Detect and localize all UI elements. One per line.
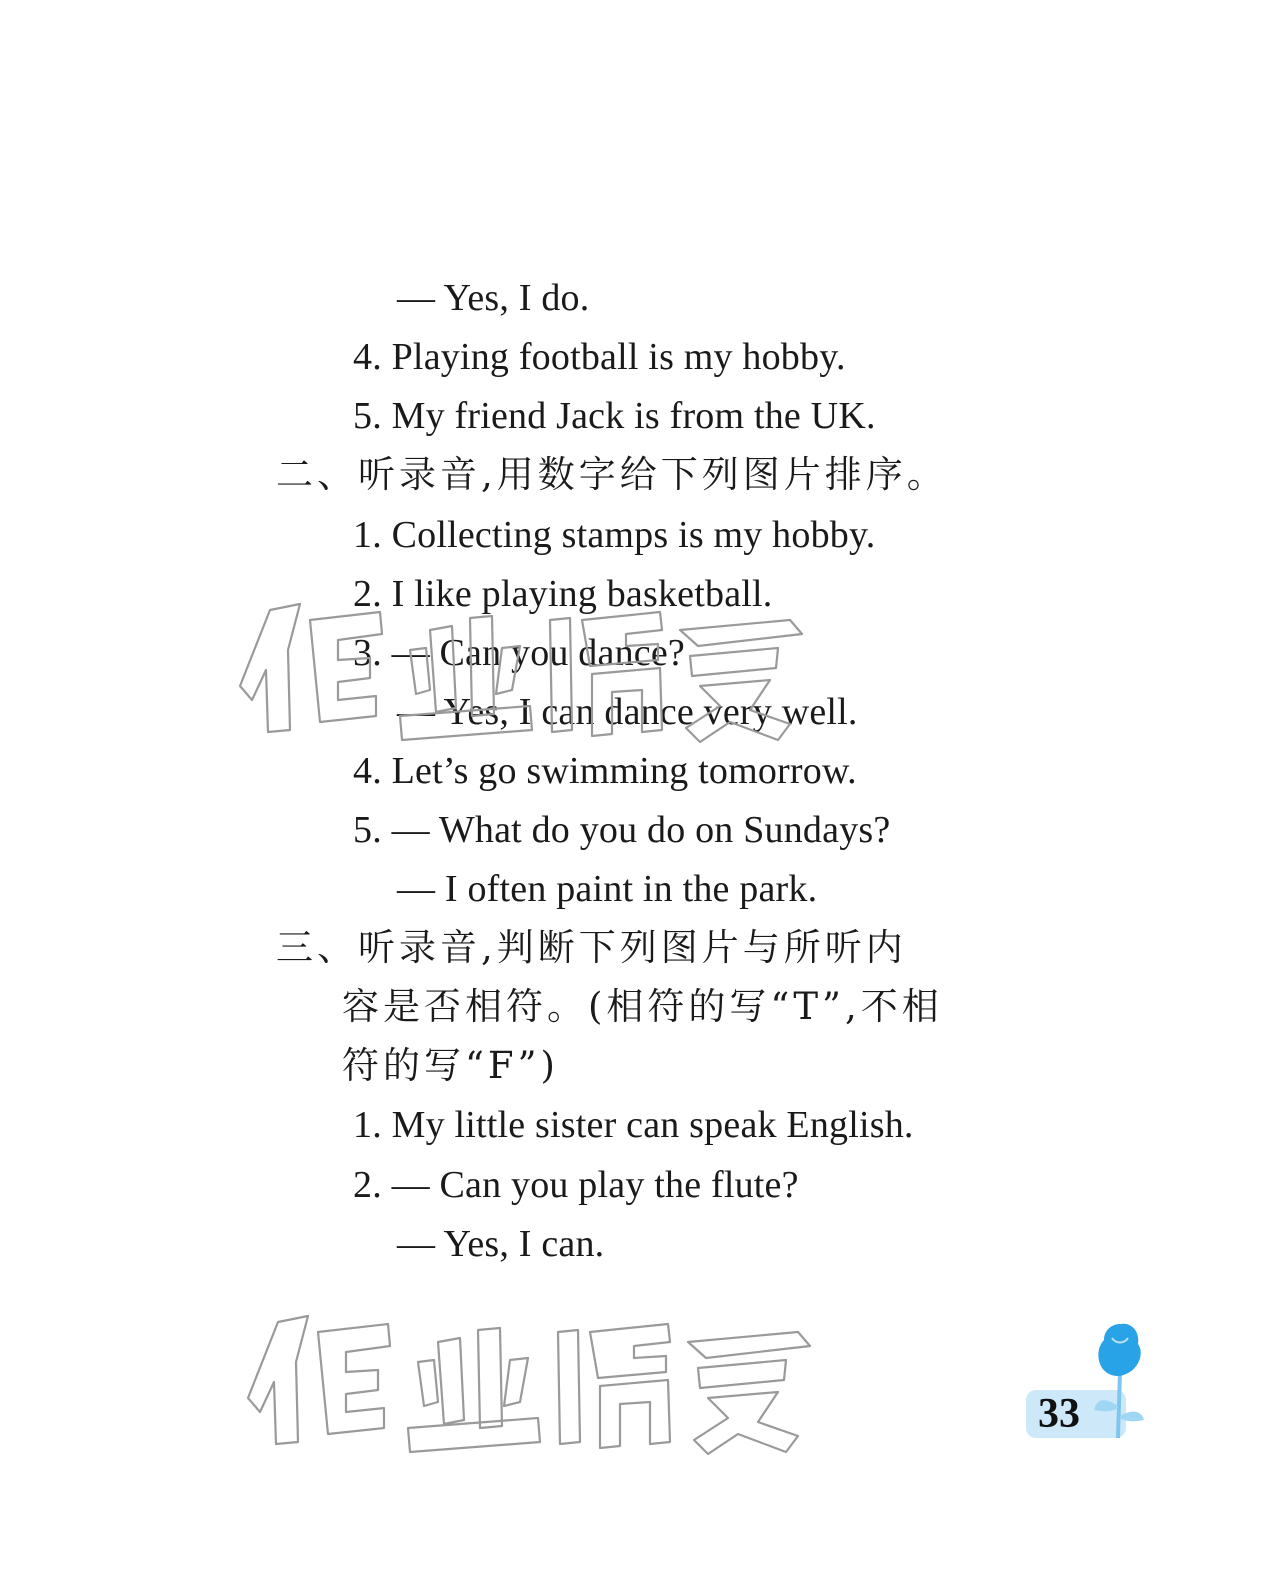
answer-line: 1. My little sister can speak English. bbox=[353, 1104, 914, 1146]
section-three-heading: 三、听录音,判断下列图片与所听内 bbox=[276, 926, 907, 969]
answer-line: 5. My friend Jack is from the UK. bbox=[353, 395, 876, 437]
answer-line: — Yes, I can. bbox=[397, 1223, 605, 1265]
answer-line: — I often paint in the park. bbox=[397, 868, 818, 910]
answer-line: 4. Let’s go swimming tomorrow. bbox=[353, 750, 857, 792]
answer-line: 2. I like playing basketball. bbox=[353, 573, 773, 615]
answer-line: — Yes, I do. bbox=[397, 277, 590, 319]
answer-line: 3. — Can you dance? bbox=[353, 632, 685, 674]
answer-line: 4. Playing football is my hobby. bbox=[353, 336, 846, 378]
section-three-heading: 容是否相符。(相符的写“T”,不相 bbox=[342, 985, 943, 1028]
watermark-logo bbox=[238, 1302, 818, 1462]
section-three-heading: 符的写“F”) bbox=[342, 1044, 559, 1087]
answer-line: 1. Collecting stamps is my hobby. bbox=[353, 514, 876, 556]
answer-line: — Yes, I can dance very well. bbox=[397, 691, 858, 733]
answer-line: 5. — What do you do on Sundays? bbox=[353, 809, 891, 851]
answer-line: 2. — Can you play the flute? bbox=[353, 1164, 799, 1206]
page-number: 33 bbox=[1038, 1391, 1080, 1437]
flower-icon bbox=[1090, 1320, 1150, 1440]
section-two-heading: 二、听录音,用数字给下列图片排序。 bbox=[276, 453, 948, 496]
